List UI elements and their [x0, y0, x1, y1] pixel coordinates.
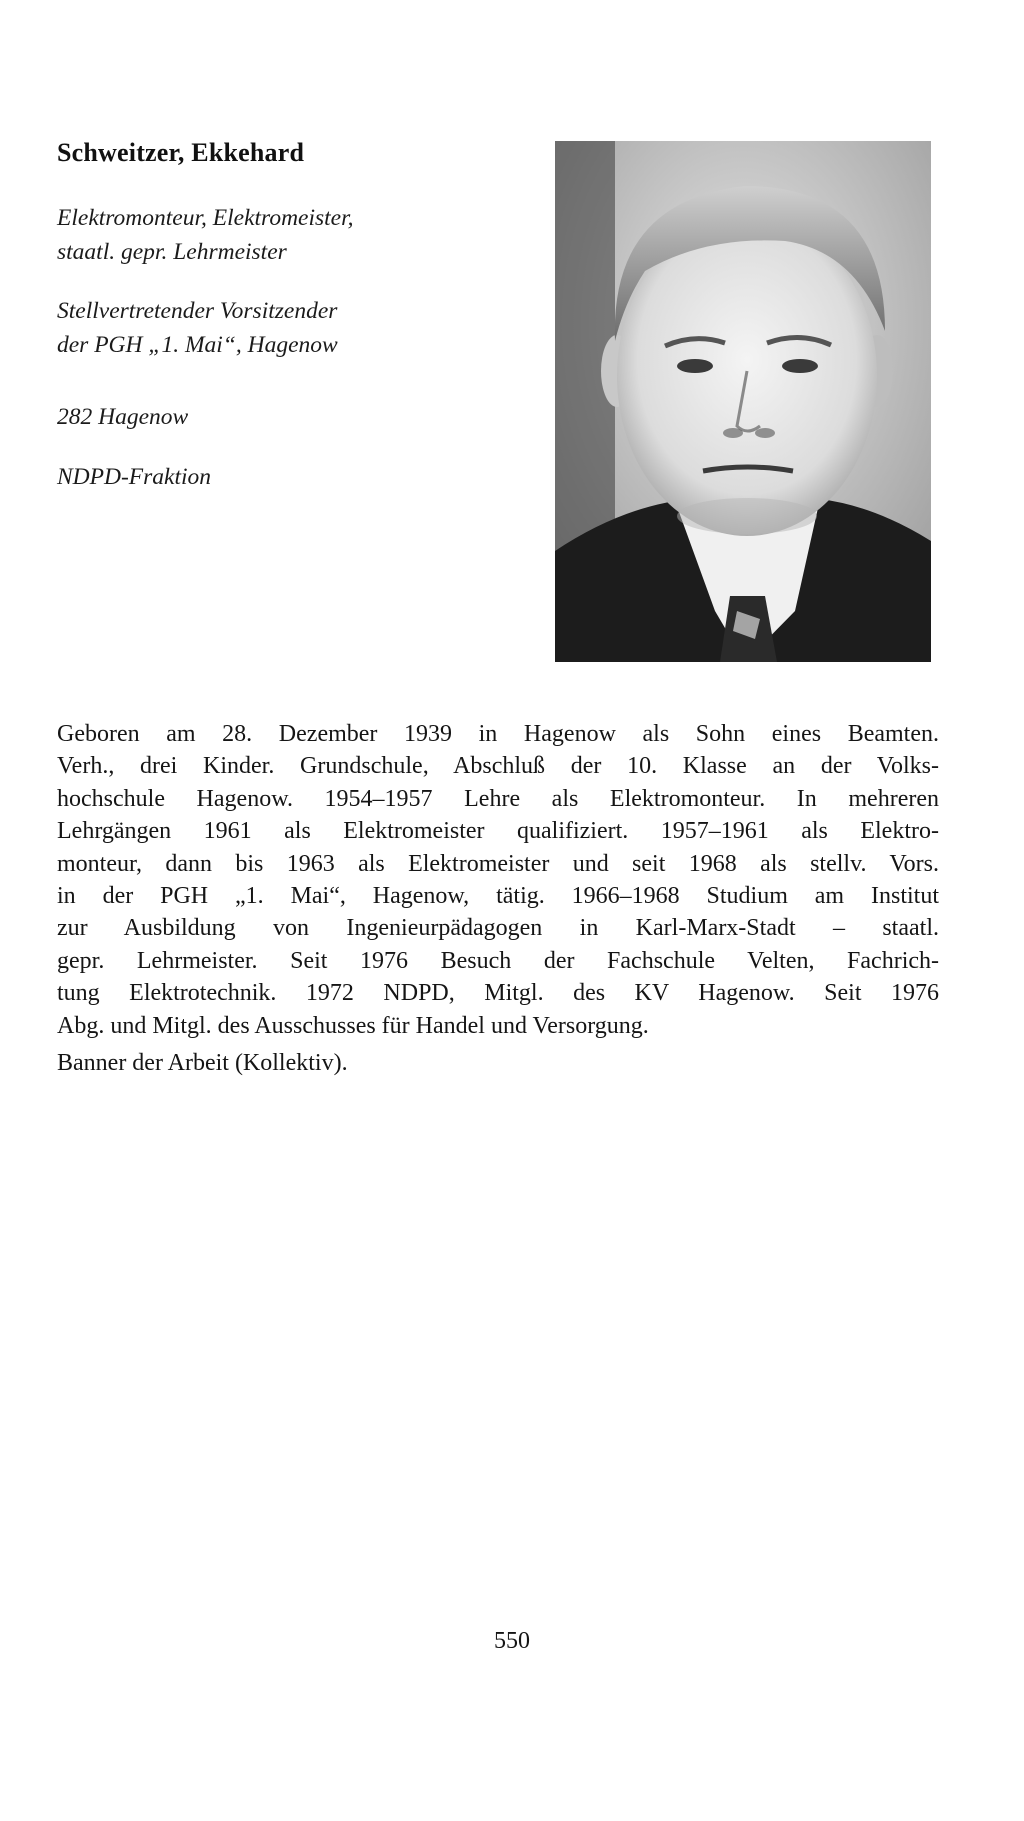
occupation — [57, 201, 354, 269]
occupation-line: staatl. gepr. Lehrmeister — [57, 239, 287, 265]
biography-line: gepr. Lehrmeister. Seit 1976 Besuch der Fachschule Velten, Fachrich- — [57, 947, 939, 974]
biography-line: tung Elektrotechnik. 1972 NDPD, Mitgl. des KV Hagenow. Seit 1976 — [57, 980, 939, 1007]
portrait-illustration — [555, 141, 931, 662]
biography-line: hochschule Hagenow. 1954–1957 Lehre als Elektromonteur. In mehreren — [57, 785, 939, 812]
biography-line: monteur, dann bis 1963 als Elektromeister und seit 1968 als stellv. Vors. — [57, 850, 939, 877]
biography-line: Geboren am 28. Dezember 1939 in Hagenow als Sohn eines Beamten. — [57, 721, 939, 747]
position-line: Stellvertretender Vorsitzender — [57, 298, 338, 324]
address: 282 Hagenow — [57, 404, 189, 430]
faction: NDPD-Fraktion — [57, 464, 212, 490]
page-number: 550 — [494, 1628, 530, 1654]
biography-line: zur Ausbildung von Ingenieurpädagogen in Karl-Marx-Stadt – staatl. — [57, 915, 939, 942]
biography — [57, 718, 939, 1042]
position — [57, 294, 338, 362]
portrait-photo — [555, 141, 931, 662]
biography-line: in der PGH „1. Mai“, Hagenow, tätig. 1966–1968 Studium am Institut — [57, 883, 939, 910]
biography-line: Abg. und Mitgl. des Ausschusses für Handel und Versorgung. — [57, 1012, 649, 1039]
position-line: der PGH „1. Mai“, Hagenow — [57, 332, 338, 358]
occupation-line: Elektromonteur, Elektromeister, — [57, 205, 354, 231]
award: Banner der Arbeit (Kollektiv). — [57, 1050, 348, 1076]
person-name: Schweitzer, Ekkehard — [57, 138, 305, 167]
biography-line: Verh., drei Kinder. Grundschule, Abschluß der 10. Klasse an der Volks- — [57, 753, 939, 780]
biography-line: Lehrgängen 1961 als Elektromeister qualifiziert. 1957–1961 als Elektro- — [57, 818, 939, 845]
